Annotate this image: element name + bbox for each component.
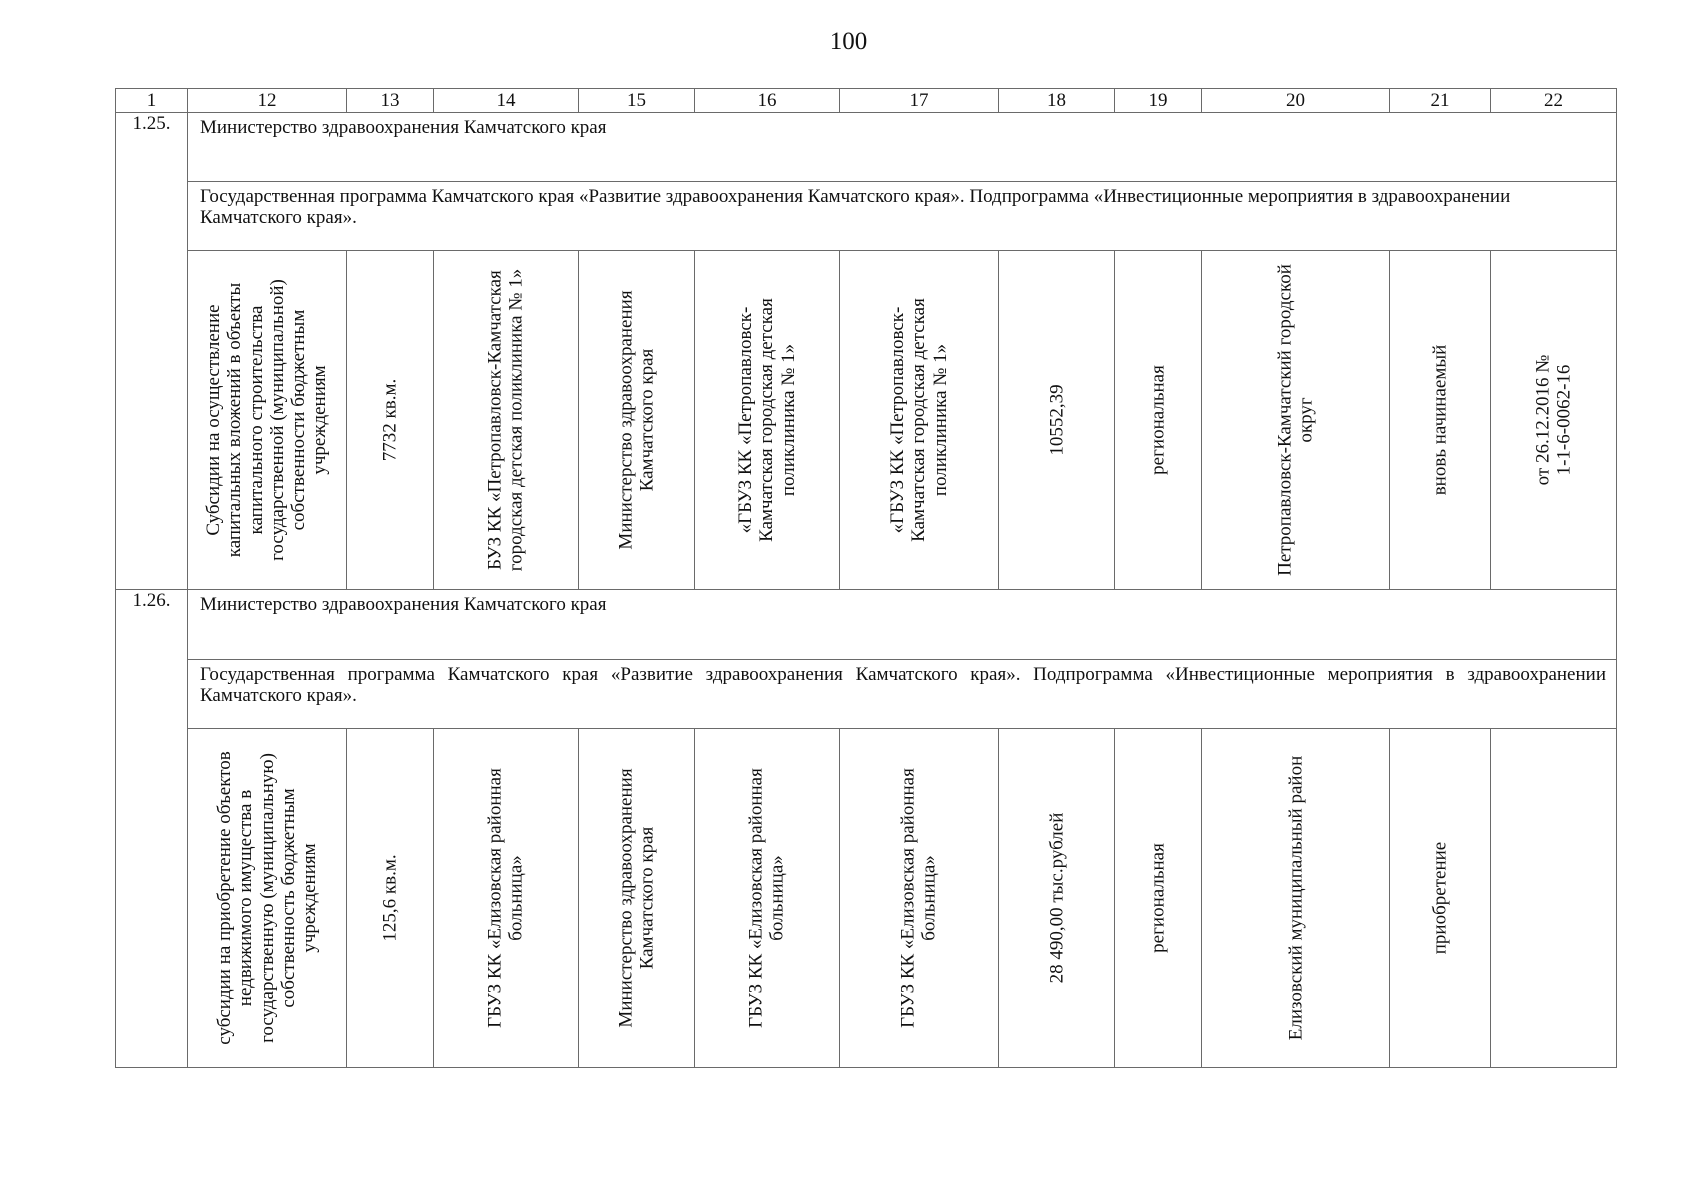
cell-text: 125,6 кв.м. <box>379 854 401 942</box>
cell-text: ГБУЗ КК «Елизовская районная больница» <box>484 767 527 1028</box>
cell-capacity <box>347 728 434 1067</box>
entry-number: 1.25. <box>116 113 188 590</box>
cell-text: 28 490,00 тыс.рублей <box>1045 812 1067 984</box>
column-header: 20 <box>1202 89 1390 113</box>
column-header: 1 <box>116 89 188 113</box>
cell-developer <box>695 728 840 1067</box>
program-cell <box>188 182 1617 251</box>
cell-recipient <box>434 251 579 590</box>
cell-location <box>1202 251 1390 590</box>
ministry-cell <box>188 590 1617 659</box>
column-header-row <box>116 89 1617 113</box>
cell-text: Субсидии на осуществление капитальных вложений в объекты капитального строительства государственной (муниципальной) собственности бюджетным учреждениям <box>203 279 331 562</box>
column-header: 18 <box>999 89 1115 113</box>
cell-significance <box>1115 251 1202 590</box>
table-row <box>116 728 1617 1067</box>
ministry-name: Министерство здравоохранения Камчатского края <box>200 594 607 616</box>
column-header: 12 <box>188 89 347 113</box>
column-header: 14 <box>434 89 579 113</box>
cell-cost <box>999 251 1115 590</box>
cell-subsidy-type <box>188 251 347 590</box>
table-row <box>116 113 1617 182</box>
program-name: Государственная программа Камчатского края «Развитие здравоохранения Камчатского края». Подпрограмма «Инвестиционные мероприятия в здравоохранении Камчатского края». <box>200 186 1511 229</box>
column-header: 17 <box>840 89 999 113</box>
cell-text: 7732 кв.м. <box>379 379 401 462</box>
column-header: 21 <box>1390 89 1491 113</box>
cell-text: ГБУЗ КК «Елизовская районная больница» <box>745 767 788 1028</box>
column-header: 13 <box>347 89 434 113</box>
cell-location <box>1202 728 1390 1067</box>
cell-text: Министерство здравоохранения Камчатского края <box>615 290 658 550</box>
cell-status <box>1390 728 1491 1067</box>
cell-customer <box>579 251 695 590</box>
cell-subsidy-type <box>188 728 347 1067</box>
column-header: 15 <box>579 89 695 113</box>
cell-text: приобретение <box>1429 841 1451 955</box>
cell-text: Петропавловск-Камчатский городской округ <box>1274 264 1317 577</box>
cell-operator <box>840 251 999 590</box>
program-name: Государственная программа Камчатского края «Развитие здравоохранения Камчатского края». Подпрограмма «Инвестиционные мероприятия в здравоохранении Камчатского края». <box>200 663 1606 706</box>
cell-text: субсидии на приобретение объектов недвижимого имущества в государственную (муниципальную) собственность бюджетным учреждениям <box>213 751 320 1045</box>
cell-text: БУЗ КК «Петропавловск-Камчатская городская детская поликлиника № 1» <box>484 269 527 572</box>
register-table <box>115 88 1617 1068</box>
column-header: 22 <box>1491 89 1617 113</box>
cell-recipient <box>434 728 579 1067</box>
cell-text: региональная <box>1147 842 1169 953</box>
cell-operator <box>840 728 999 1067</box>
column-header: 16 <box>695 89 840 113</box>
cell-text: Министерство здравоохранения Камчатского края <box>615 768 658 1028</box>
table-row <box>116 182 1617 251</box>
cell-text: вновь начинаемый <box>1429 345 1451 496</box>
table-row <box>116 251 1617 590</box>
cell-developer <box>695 251 840 590</box>
cell-significance <box>1115 728 1202 1067</box>
ministry-cell <box>188 113 1617 182</box>
cell-text: от 26.12.2016 № 1-1-6-0062-16 <box>1532 354 1575 486</box>
cell-text: ГБУЗ КК «Елизовская районная больница» <box>897 767 940 1028</box>
cell-text: Елизовский муниципальный район <box>1284 755 1306 1041</box>
cell-expertise <box>1491 251 1617 590</box>
cell-text: 10552,39 <box>1045 384 1067 456</box>
table-row <box>116 590 1617 659</box>
cell-text: региональная <box>1147 365 1169 476</box>
entry-number: 1.26. <box>116 590 188 1068</box>
column-header: 19 <box>1115 89 1202 113</box>
cell-text: «ГБУЗ КК «Петропавловск-Камчатская городская детская поликлиника № 1» <box>735 298 799 543</box>
table-row <box>116 659 1617 728</box>
cell-capacity <box>347 251 434 590</box>
cell-text: «ГБУЗ КК «Петропавловск-Камчатская городская детская поликлиника № 1» <box>887 298 951 543</box>
program-cell <box>188 659 1617 728</box>
ministry-name: Министерство здравоохранения Камчатского края <box>200 117 607 139</box>
cell-customer <box>579 728 695 1067</box>
cell-status <box>1390 251 1491 590</box>
cell-expertise <box>1491 728 1617 1067</box>
page-number: 100 <box>829 28 868 55</box>
cell-cost <box>999 728 1115 1067</box>
